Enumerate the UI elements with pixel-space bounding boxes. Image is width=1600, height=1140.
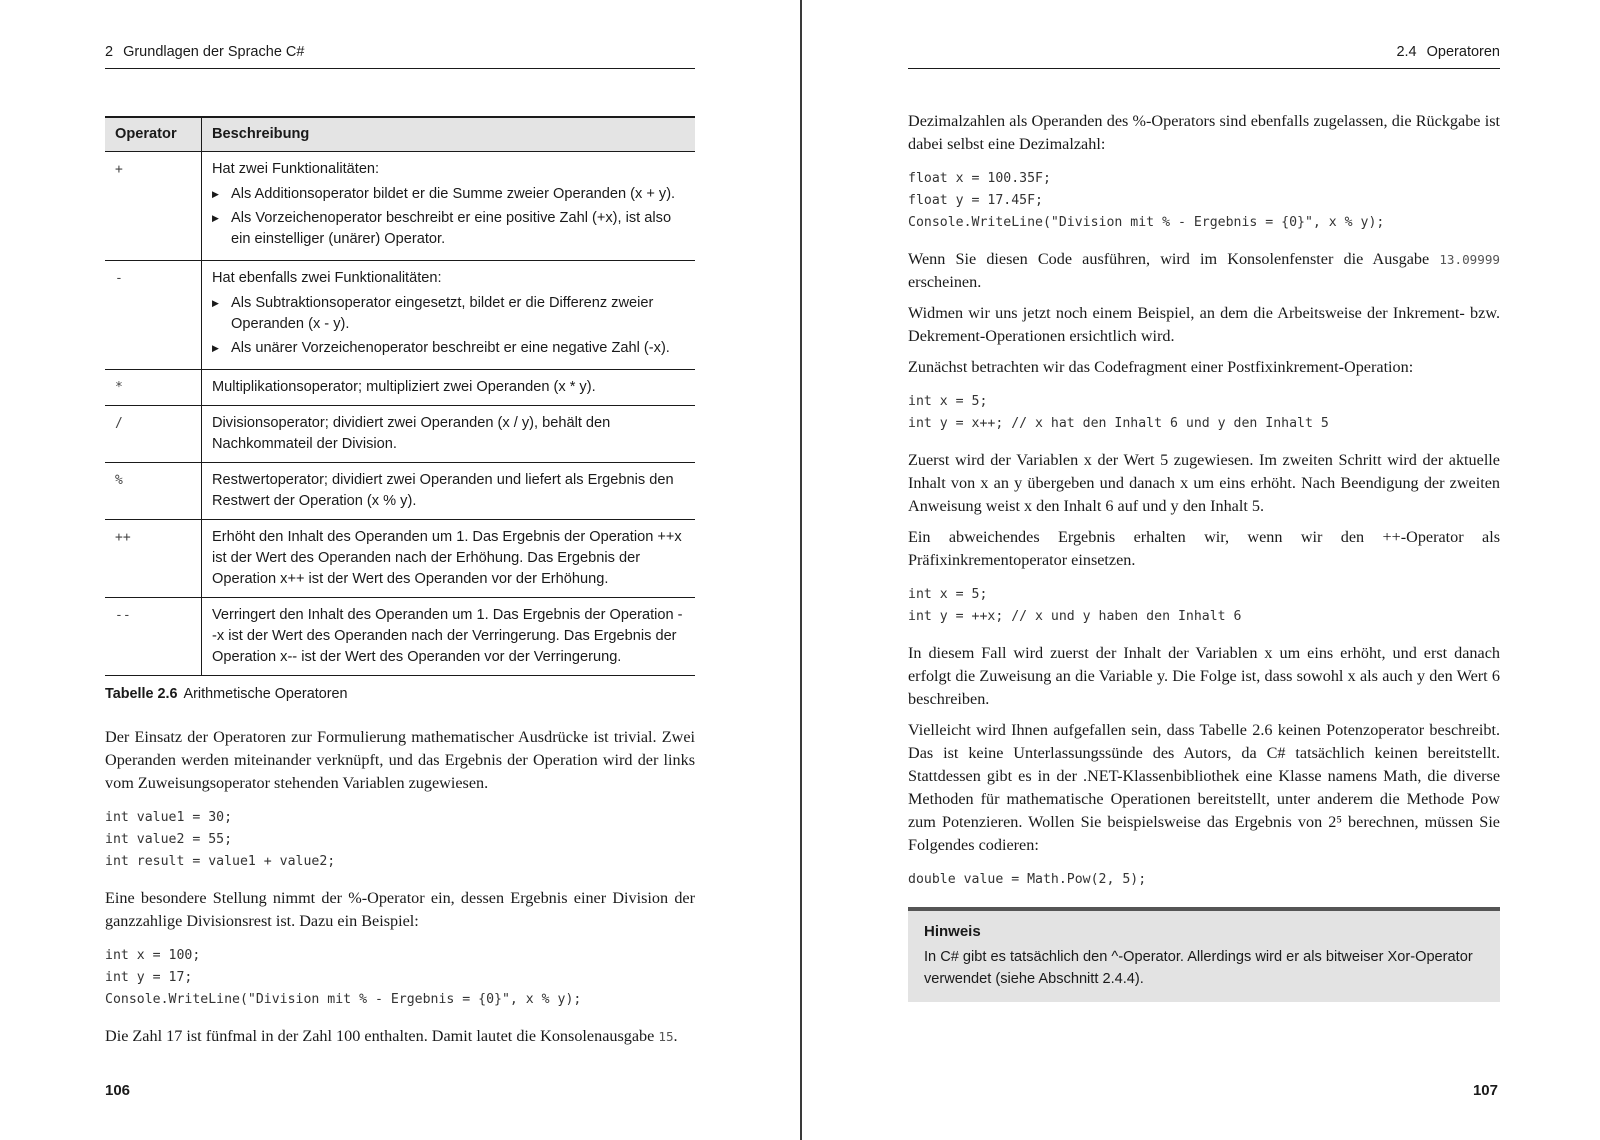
- bullet-list: [212, 184, 685, 250]
- paragraph: Eine besondere Stellung nimmt der %-Operator ein, dessen Ergebnis einer Division der ganzzahlige Divisionsrest ist. Dazu ein Beispiel:: [105, 889, 695, 930]
- paragraph-text: Wenn Sie diesen Code ausführen, wird im Konsolenfenster die Ausgabe: [908, 250, 1430, 268]
- description-cell: Multiplikationsoperator; multipliziert zwei Operanden (x * y).: [202, 370, 696, 406]
- list-item: ▶ Als Vorzeichenoperator beschreibt er eine positive Zahl (+x), ist also ein einstelliger (unärer) Operator.: [212, 208, 685, 250]
- bullet-list: [212, 293, 685, 359]
- paragraph-text: erscheinen.: [908, 273, 982, 291]
- code-line: int x = 100;: [105, 948, 201, 963]
- page-number: 106: [105, 1082, 131, 1099]
- caption-text: Arithmetische Operatoren: [183, 686, 348, 702]
- code-line: int x = 5;: [908, 394, 988, 409]
- header-description: Beschreibung: [202, 117, 696, 152]
- code-line: int y = x++; // x hat den Inhalt 6 und y den Inhalt 5: [908, 416, 1329, 431]
- page-number: 107: [1472, 1082, 1498, 1099]
- paragraph: Vielleicht wird Ihnen aufgefallen sein, dass Tabelle 2.6 keinen Potenzoperator beschreibt. Das ist keine Unterlassungssünde des Autors, da C# tatsächlich keinen bereitstellt. Stattdessen gibt es in der .NET-Klassenbibliothek eine Klasse namens Math, die diverse Methoden für mathematische Operationen bereitstellt, unter anderem die Methode Pow zum Potenzieren. Wollen Sie beispielsweise das Ergebnis von 2⁵ berechnen, müssen Sie Folgendes codieren:: [908, 721, 1500, 854]
- section-number: 2.4: [1396, 44, 1417, 60]
- code-line: int y = ++x; // x und y haben den Inhalt 6: [908, 609, 1242, 624]
- header-operator: Operator: [105, 117, 202, 152]
- operator-cell: -: [105, 261, 202, 370]
- code-block: [908, 869, 1500, 891]
- paragraph: Widmen wir uns jetzt noch einem Beispiel, an dem die Arbeitsweise der Inkrement- bzw. Dekrement-Operationen ersichtlich wird.: [908, 304, 1500, 345]
- table-row: [105, 370, 695, 406]
- paragraph: Der Einsatz der Operatoren zur Formulierung mathematischer Ausdrücke ist trivial. Zwei Operanden werden miteinander verknüpft, und das Ergebnis der Operation wird der links vom Zuweisungsoperator stehenden Variablen zugewiesen.: [105, 728, 695, 792]
- paragraph: In diesem Fall wird zuerst der Inhalt der Variablen x um eins erhöht, und erst danach erfolgt die Zuweisung an die Variable y. Die Folge ist, dass sowohl x als auch y den Wert 6 beschreiben.: [908, 644, 1500, 708]
- note-title: Hinweis: [924, 923, 981, 940]
- right-page: [802, 0, 1600, 1140]
- description-intro: Hat ebenfalls zwei Funktionalitäten:: [212, 270, 442, 286]
- code-block: [908, 584, 1500, 628]
- list-item: ▶ Als Subtraktionsoperator eingesetzt, bildet er die Differenz zweier Operanden (x - y).: [212, 293, 685, 335]
- paragraph: [908, 248, 1500, 294]
- note-text: In C# gibt es tatsächlich den ^-Operator. Allerdings wird er als bitweiser Xor-Operator verwendet (siehe Abschnitt 2.4.4).: [924, 949, 1473, 987]
- list-item: ▶ Als Additionsoperator bildet er die Summe zweier Operanden (x + y).: [212, 184, 685, 205]
- note-box: [908, 907, 1500, 1002]
- table-row: [105, 406, 695, 463]
- description-intro: Hat zwei Funktionalitäten:: [212, 161, 380, 177]
- code-block: [105, 807, 695, 873]
- paragraph: Die Zahl 17 ist fünfmal in der Zahl 100 enthalten. Damit lautet die Konsolenausgabe 15.: [105, 1027, 678, 1045]
- description-cell: [202, 261, 696, 370]
- code-line: int value2 = 55;: [105, 832, 233, 847]
- chapter-number: 2: [105, 44, 114, 60]
- code-line: float x = 100.35F;: [908, 171, 1051, 186]
- chapter-title: Grundlagen der Sprache C#: [123, 44, 305, 60]
- code-line: int y = 17;: [105, 970, 193, 985]
- paragraph: Ein abweichendes Ergebnis erhalten wir, wenn wir den ++-Operator als Präfixinkrementoperator einsetzen.: [908, 528, 1500, 569]
- code-line: double value = Math.Pow(2, 5);: [908, 872, 1147, 887]
- code-line: int result = value1 + value2;: [105, 854, 336, 869]
- code-block: [908, 168, 1500, 234]
- description-cell: Verringert den Inhalt des Operanden um 1. Das Ergebnis der Operation --x ist der Wert des Operanden nach der Verringerung. Das Ergebnis der Operation x-- ist der Wert des Operanden vor der Verringerung.: [202, 598, 696, 676]
- paragraph: Zuerst wird der Variablen x der Wert 5 zugewiesen. Im zweiten Schritt wird der aktuelle Inhalt von x an y übergeben und danach x um eins erhöht. Nach Beendigung der zweiten Anweisung weist x den Inhalt 6 auf und y den Inhalt 5.: [908, 451, 1500, 515]
- running-head: [105, 42, 695, 69]
- paragraph: Zunächst betrachten wir das Codefragment einer Postfixinkrement-Operation:: [908, 358, 1414, 376]
- table-header-row: [105, 117, 695, 152]
- paragraph: Dezimalzahlen als Operanden des %-Operators sind ebenfalls zugelassen, die Rückgabe ist dabei selbst eine Dezimalzahl:: [908, 112, 1500, 153]
- table-caption: [105, 686, 695, 702]
- inline-code: 13.09999: [1439, 252, 1500, 267]
- running-head: [908, 42, 1500, 69]
- paragraph-text: Die Zahl 17 ist fünfmal in der Zahl 100 enthalten. Damit lautet die Konsolenausgabe: [105, 1027, 655, 1045]
- left-content: [105, 110, 695, 1056]
- code-block: [908, 391, 1500, 435]
- right-content: [908, 110, 1500, 1002]
- operators-table: [105, 116, 695, 676]
- operator-cell: %: [105, 463, 202, 520]
- description-cell: [202, 152, 696, 261]
- section-title: Operatoren: [1426, 44, 1500, 60]
- code-line: Console.WriteLine("Division mit % - Ergebnis = {0}", x % y);: [908, 215, 1385, 230]
- table-row: [105, 598, 695, 676]
- table-row: [105, 463, 695, 520]
- table-row: [105, 261, 695, 370]
- code-block: [105, 945, 695, 1011]
- description-cell: Restwertoperator; dividiert zwei Operanden und liefert als Ergebnis den Restwert der Operation (x % y).: [202, 463, 696, 520]
- caption-label: Tabelle 2.6: [105, 686, 178, 702]
- description-cell: Divisionsoperator; dividiert zwei Operanden (x / y), behält den Nachkommateil der Division.: [202, 406, 696, 463]
- code-line: int value1 = 30;: [105, 810, 233, 825]
- list-item: ▶ Als unärer Vorzeichenoperator beschreibt er eine negative Zahl (-x).: [212, 338, 685, 359]
- operator-cell: /: [105, 406, 202, 463]
- description-cell: Erhöht den Inhalt des Operanden um 1. Das Ergebnis der Operation ++x ist der Wert des Operanden nach der Erhöhung. Das Ergebnis der Operation x++ ist der Wert des Operanden vor der Erhöhung.: [202, 520, 696, 598]
- code-line: int x = 5;: [908, 587, 988, 602]
- operator-cell: ++: [105, 520, 202, 598]
- table-row: [105, 152, 695, 261]
- inline-code: 15: [658, 1029, 674, 1044]
- table-row: [105, 520, 695, 598]
- operator-cell: --: [105, 598, 202, 676]
- code-line: float y = 17.45F;: [908, 193, 1043, 208]
- code-line: Console.WriteLine("Division mit % - Ergebnis = {0}", x % y);: [105, 992, 582, 1007]
- operator-cell: *: [105, 370, 202, 406]
- operator-cell: +: [105, 152, 202, 261]
